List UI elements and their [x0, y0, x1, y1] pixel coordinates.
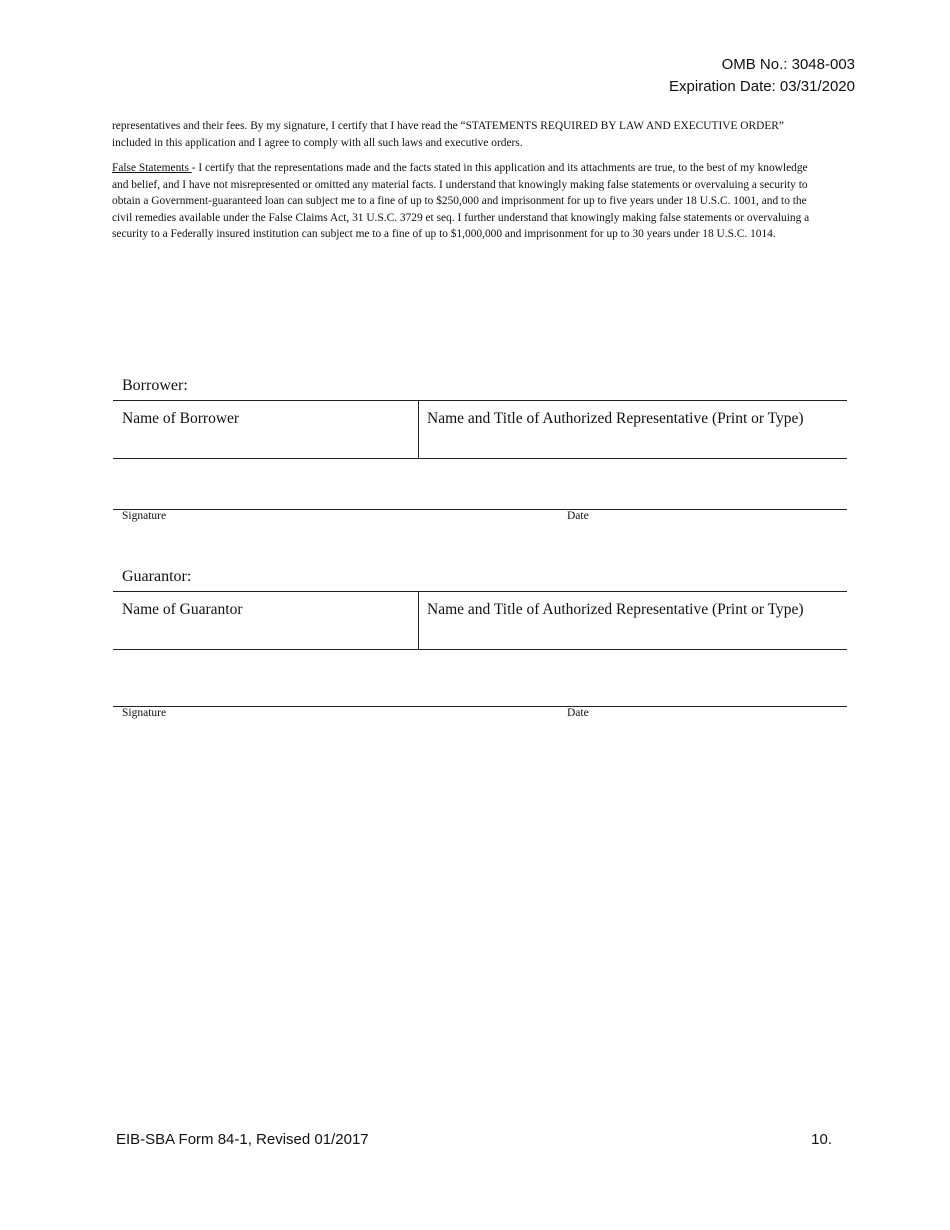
expiration-date: Expiration Date: 03/31/2020	[669, 78, 855, 95]
borrower-section-label: Borrower:	[122, 377, 188, 394]
guarantor-representative-field[interactable]: Name and Title of Authorized Representative (Print or Type)	[427, 601, 804, 618]
borrower-name-row	[113, 400, 847, 459]
false-statements-paragraph	[112, 160, 824, 243]
guarantor-name-row	[113, 591, 847, 650]
guarantor-row-divider	[418, 592, 419, 649]
guarantor-signature-line[interactable]	[113, 706, 847, 707]
borrower-name-field[interactable]: Name of Borrower	[122, 410, 240, 427]
borrower-date-label: Date	[567, 510, 589, 522]
form-identifier: EIB-SBA Form 84-1, Revised 01/2017	[116, 1131, 369, 1148]
borrower-signature-label: Signature	[122, 510, 167, 522]
page-number: 10.	[811, 1131, 832, 1148]
false-statements-heading: False Statements	[112, 162, 192, 174]
guarantor-name-field[interactable]: Name of Guarantor	[122, 601, 243, 618]
omb-number: OMB No.: 3048-003	[721, 56, 855, 73]
borrower-representative-field[interactable]: Name and Title of Authorized Representative (Print or Type)	[427, 410, 804, 427]
guarantor-section-label: Guarantor:	[122, 568, 192, 585]
certification-paragraph: representatives and their fees. By my signature, I certify that I have read the “STATEMENTS REQUIRED BY LAW AND EXECUTIVE ORDER” included in this application and I agree to comply with all such laws and executive orders.	[112, 120, 784, 149]
omb-header	[669, 54, 855, 98]
guarantor-signature-label: Signature	[122, 707, 167, 719]
guarantor-date-label: Date	[567, 707, 589, 719]
false-statements-text: - I certify that the representations made and the facts stated in this application and its attachments are true, to the best of my knowledge and belief, and I have not misrepresented or omitted any material facts. I understand that knowingly making false statements or overvaluing a security to obtain a Government-guaranteed loan can subject me to a fine of up to $250,000 and imprisonment for up to five years under 18 U.S.C. 1001, and to the civil remedies available under the False Claims Act, 31 U.S.C. 3729 et seq. I further understand that knowingly making false statements or overvaluing a security to a Federally insured institution can subject me to a fine of up to $1,000,000 and imprisonment for up to 30 years under 18 U.S.C. 1014.	[112, 162, 810, 241]
borrower-signature-line[interactable]	[113, 509, 847, 510]
borrower-row-divider	[418, 401, 419, 458]
